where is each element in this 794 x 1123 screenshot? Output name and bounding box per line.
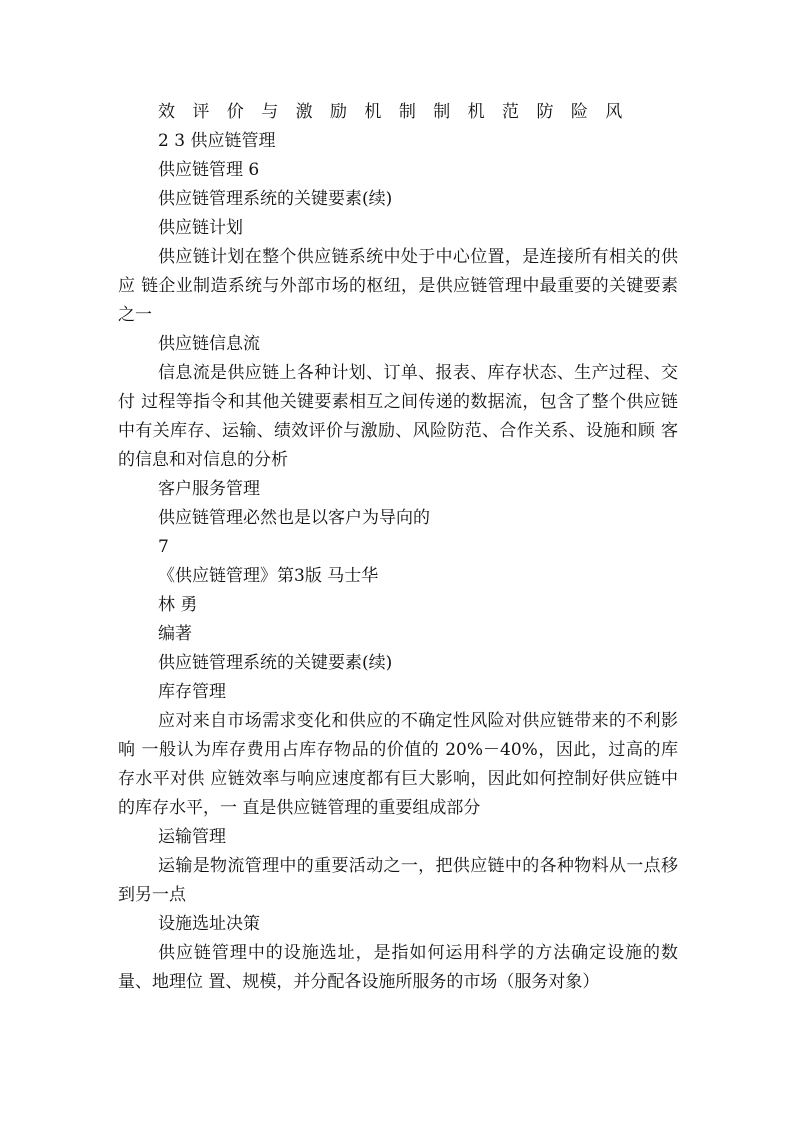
subheading-plan: 供应链计划 [158, 218, 243, 238]
heading-line: 效 评 价 与 激 励 机 制 制 机 范 防 险 风 [158, 102, 629, 122]
paragraph-transport: 运输是物流管理中的重要活动之一，把供应链中的各种物料从一点移到另一点 [118, 856, 678, 905]
slide-title-2: 供应链管理系统的关键要素(续) [158, 653, 393, 673]
subheading-inventory: 库存管理 [158, 682, 226, 702]
document-page [118, 98, 678, 997]
subheading-info-flow: 供应链信息流 [158, 334, 260, 354]
section-number: 2 3 供应链管理 [158, 131, 276, 151]
slide-label: 供应链管理 6 [158, 160, 260, 180]
paragraph-inventory: 应对来自市场需求变化和供应的不确定性风险对供应链带来的不利影响 一般认为库存费用占库存物品的价值的 20%－40%，因此，过高的库存水平对供 应链效率与响应速度都有巨大影响，因此如何控制好供应链中的库存水平，一 直是供应链管理的重要组成部分 [118, 711, 678, 818]
page-number: 7 [158, 537, 169, 557]
subheading-facility: 设施选址决策 [158, 914, 260, 934]
paragraph-facility: 供应链管理中的设施选址，是指如何运用科学的方法确定设施的数量、地理位 置、规模，并分配各设施所服务的市场（服务对象） [118, 943, 678, 992]
author-name: 林 勇 [158, 595, 198, 615]
editor-label: 编著 [158, 624, 192, 644]
subheading-customer-service: 客户服务管理 [158, 479, 260, 499]
subheading-transport: 运输管理 [158, 827, 226, 847]
text-customer-service: 供应链管理必然也是以客户为导向的 [158, 508, 430, 528]
book-title: 《供应链管理》第3版 马士华 [158, 566, 379, 586]
paragraph-info-flow: 信息流是供应链上各种计划、订单、报表、库存状态、生产过程、交付 过程等指令和其他关键要素相互之间传递的数据流，包含了整个供应链 中有关库存、运输、绩效评价与激励、风险防范、合作关系、设施和顾 客的信息和对信息的分析 [118, 363, 678, 470]
paragraph-plan: 供应链计划在整个供应链系统中处于中心位置，是连接所有相关的供应 链企业制造系统与外部市场的枢纽，是供应链管理中最重要的关键要素 之一 [118, 247, 678, 325]
slide-title: 供应链管理系统的关键要素(续) [158, 189, 393, 209]
